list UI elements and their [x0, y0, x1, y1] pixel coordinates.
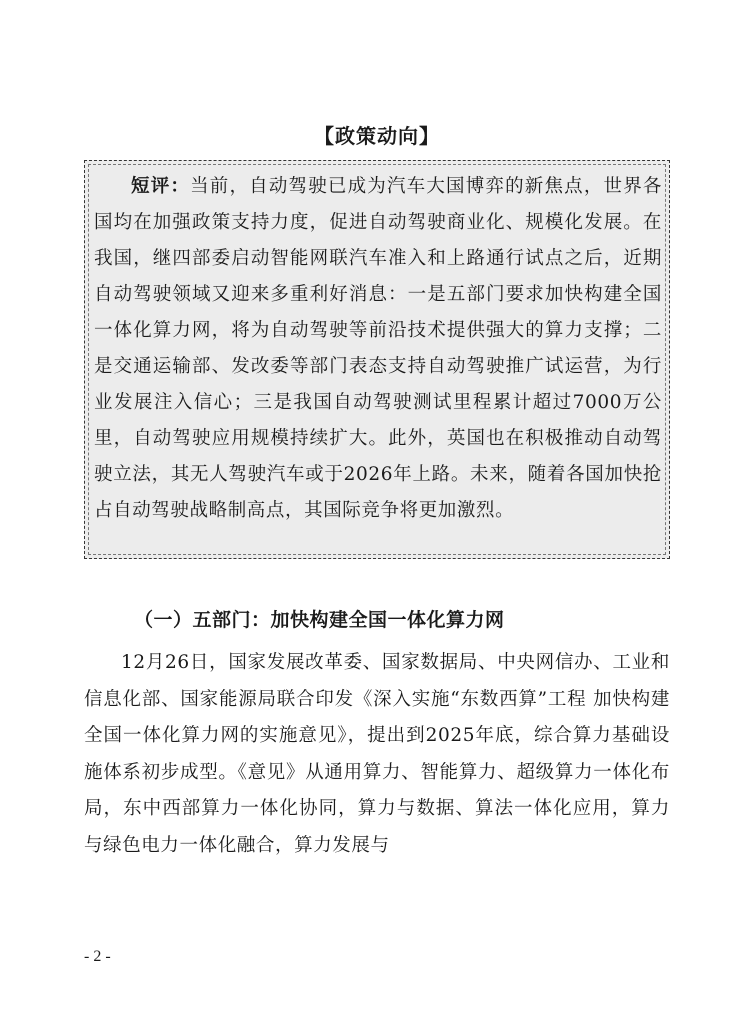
article-heading: （一）五部门：加快构建全国一体化算力网: [134, 609, 505, 631]
page-number: - 2 -: [84, 948, 111, 965]
section-heading: 【政策动向】: [314, 124, 440, 148]
commentary-text: 当前，自动驾驶已成为汽车大国博弈的新焦点，世界各国均在加强政策支持力度，促进自动驾驶商业化、规模化发展。在我国，继四部委启动智能网联汽车准入和上路通行试点之后，近期自动驾驶领域又迎来多重利好消息：一是五部门要求加快构建全国一体化算力网，将为自动驾驶等前沿技术提供强大的算力支撑；二是交通运输部、发改委等部门表态支持自动驾驶推广试运营，为行业发展注入信心；三是我国自动驾驶测试里程累计超过7000万公里，自动驾驶应用规模持续扩大。此外，英国也在积极推动自动驾驶立法，其无人驾驶汽车或于2026年上路。未来，随着各国加快抢占自动驾驶战略制高点，其国际竞争将更加激烈。: [94, 176, 662, 521]
article-paragraph: 12月26日，国家发展改革委、国家数据局、中央网信办、工业和信息化部、国家能源局联合印发《深入实施“东数西算”工程 加快构建全国一体化算力网的实施意见》，提出到2025年底，综合算力基础设施体系初步成型。《意见》从通用算力、智能算力、超级算力一体化布局，东中西部算力一体化协同，算力与数据、算法一体化应用，算力与绿色电力一体化融合，算力发展与: [84, 652, 670, 856]
commentary-box: [84, 160, 670, 559]
commentary-label: 短评：: [131, 176, 191, 197]
commentary-paragraph: [94, 169, 662, 529]
